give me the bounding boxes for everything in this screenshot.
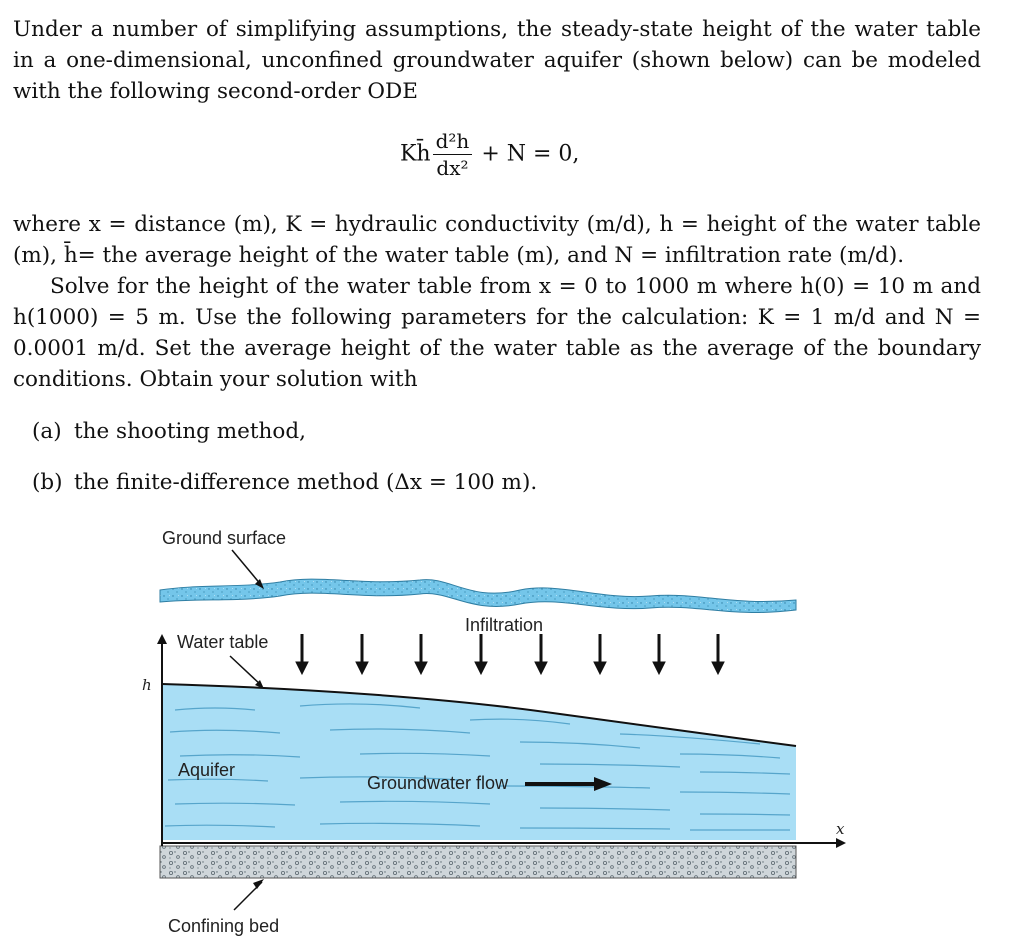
- aquifer-water: [162, 684, 796, 840]
- infiltration-arrows: [296, 634, 724, 674]
- equation-denominator: dx²: [436, 156, 469, 180]
- x-axis-arrowhead: [836, 838, 846, 848]
- infiltration-arrow: [712, 634, 724, 674]
- problem-instructions: Solve for the height of the water table from x = 0 to 1000 m where h(0) = 10 m and h(1000) = 5 m. Use the following parameters for the calculation: K = 1 m/d and N = 0.0001 m/d. Set the average height of the water table as the average of the boundary conditions. Obtain your solution with: [13, 274, 981, 392]
- aquifer-label: Aquifer: [178, 760, 236, 780]
- part-b-text: the finite-difference method (Δx = 100 m).: [74, 470, 538, 495]
- confining-bed: [160, 846, 796, 878]
- equation-numerator: d²h: [433, 128, 473, 155]
- equation-lhs-prefix: Kh̄: [400, 141, 431, 167]
- confining-bed-leader-head: [253, 879, 264, 889]
- water-table-label: Water table: [177, 632, 269, 652]
- h-axis-arrowhead: [157, 634, 167, 644]
- groundwater-flow-label: Groundwater flow: [367, 773, 509, 793]
- part-b: [32, 467, 537, 498]
- infiltration-arrow: [356, 634, 368, 674]
- confining-bed-label: Confining bed: [168, 916, 280, 936]
- variable-definitions: where x = distance (m), K = hydraulic conductivity (m/d), h = height of the water table (m), h̄= the average height of the water table (m), and N = infiltration rate (m/d).: [13, 212, 981, 268]
- problem-body: [13, 209, 981, 395]
- ground-surface-leader: [232, 550, 262, 586]
- equation-rhs: + N = 0,: [481, 141, 580, 167]
- aquifer-diagram: [0, 510, 1024, 950]
- infiltration-label: Infiltration: [465, 615, 544, 635]
- part-a: [32, 416, 306, 447]
- part-a-text: the shooting method,: [74, 419, 306, 444]
- part-a-label: (a): [32, 419, 62, 444]
- ode-equation: [400, 128, 579, 181]
- axis-x-label: x: [836, 820, 845, 838]
- part-b-label: (b): [32, 470, 63, 495]
- infiltration-arrow: [594, 634, 606, 674]
- equation-fraction: [433, 128, 473, 181]
- axis-h-label: h: [142, 676, 152, 694]
- infiltration-arrow: [535, 634, 547, 674]
- infiltration-arrow: [415, 634, 427, 674]
- water-table-leader: [230, 656, 262, 686]
- infiltration-arrow: [296, 634, 308, 674]
- ground-surface-label: Ground surface: [162, 528, 287, 548]
- infiltration-arrow: [475, 634, 487, 674]
- problem-intro: Under a number of simplifying assumptions, the steady-state height of the water table in a one-dimensional, unconfined groundwater aquifer (shown below) can be modeled with the following second-order ODE: [13, 17, 981, 104]
- infiltration-arrow: [653, 634, 665, 674]
